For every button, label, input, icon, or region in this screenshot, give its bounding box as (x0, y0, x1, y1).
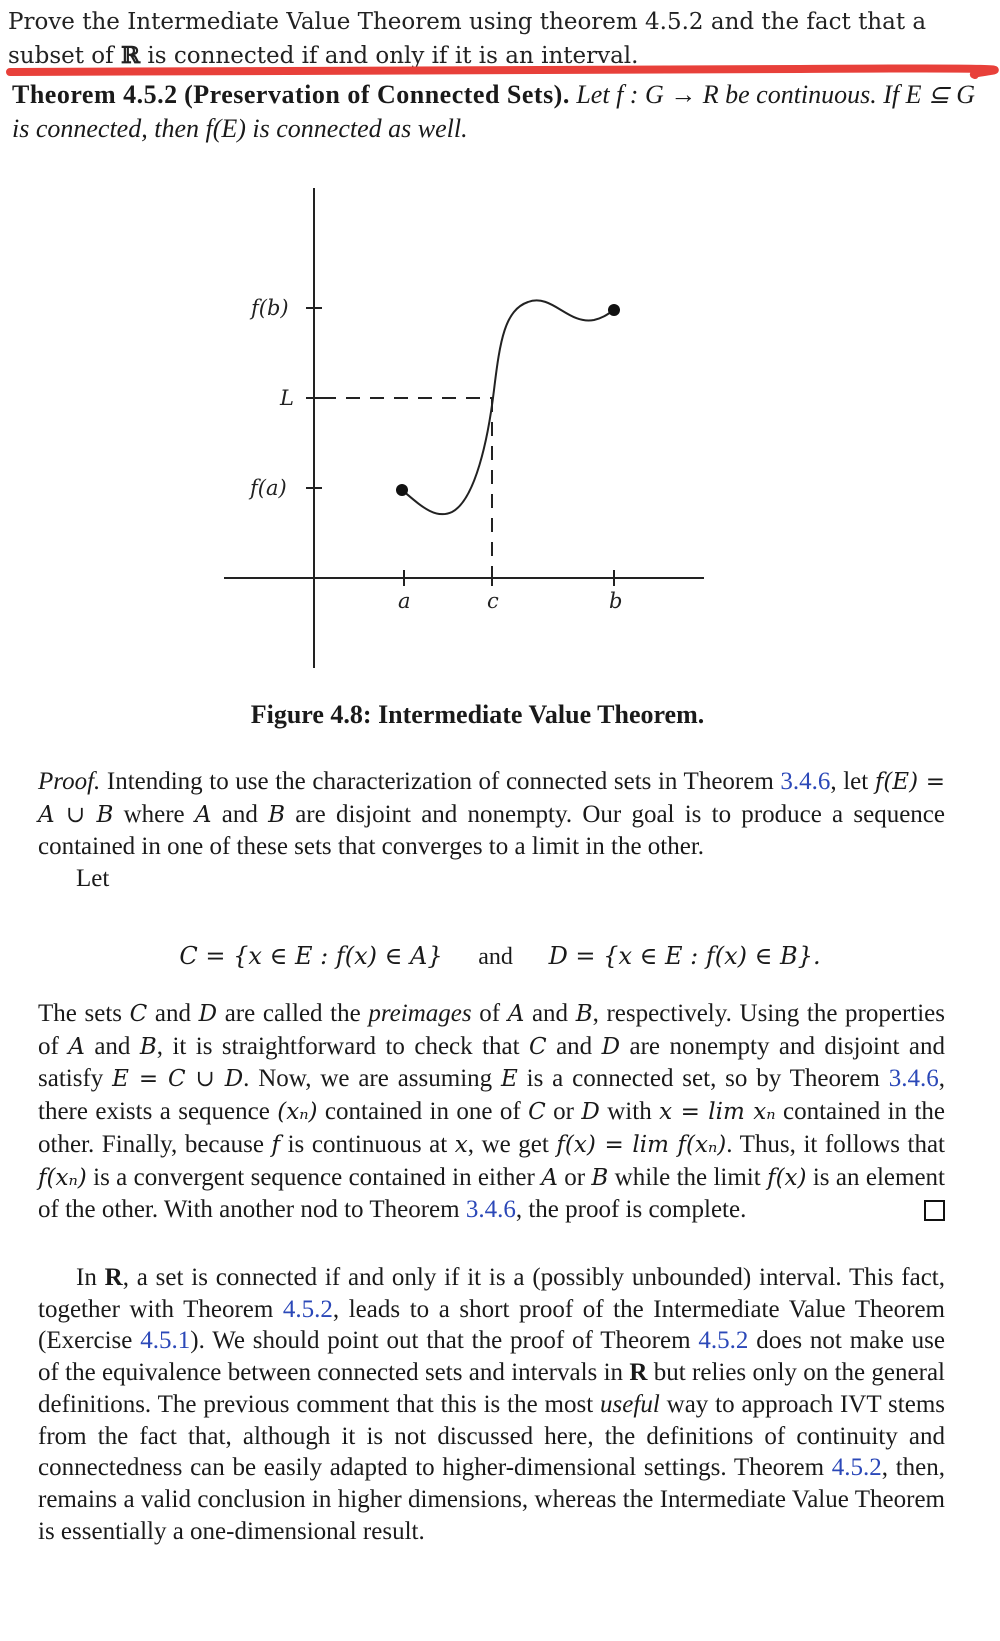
math-symbol: B (139, 1033, 157, 1060)
proof-text: , let (830, 768, 875, 795)
math-expression: x = lim xₙ (659, 1099, 776, 1126)
label-b: b (609, 589, 623, 613)
theorem-link[interactable]: 4.5.2 (698, 1327, 749, 1355)
proof-text: or (557, 1163, 592, 1191)
proof-text: , there exists a sequence (38, 1065, 945, 1126)
proof-paragraph-1 (38, 766, 945, 895)
proof-text: are called the (217, 1000, 369, 1027)
set-D-definition: D = {x ∈ E : f(x) ∈ B}. (548, 942, 821, 970)
proof-text: and (546, 1032, 602, 1060)
proof-text: with (599, 1098, 660, 1126)
proof-text: . Now, we are assuming (243, 1065, 501, 1093)
proof-text: contained in the other. Finally, because (38, 1098, 946, 1158)
proof-text: or (545, 1098, 582, 1126)
display-equation (0, 942, 1000, 971)
figure-caption: Figure 4.8: Intermediate Value Theorem. (250, 700, 705, 729)
function-curve (402, 300, 614, 514)
theorem-label: Theorem 4.5.2 (12, 80, 178, 109)
remark-text: In (76, 1264, 105, 1291)
math-symbol: E (501, 1066, 518, 1093)
endpoint-a (396, 484, 408, 496)
math-expression: f(xₙ) (38, 1164, 87, 1191)
reals-symbol: R (104, 1264, 123, 1291)
proof-text: , the proof is complete. (515, 1196, 747, 1224)
proof-text: is continuous at (280, 1130, 455, 1158)
math-symbol: A (507, 1001, 525, 1027)
proof-text: and (524, 1000, 576, 1027)
proof-text: , respectively. Using the properties of (38, 1000, 946, 1060)
emphasis: preimages (368, 1000, 472, 1027)
math-symbol: C (528, 1099, 546, 1126)
reals-symbol: ℝ (120, 42, 141, 69)
math-symbol: C (529, 1033, 547, 1060)
math-symbol: A (194, 801, 212, 828)
proof-text: where (113, 800, 195, 828)
question-part-2: is connected if and only if it is an interval. (140, 43, 639, 69)
label-fb: f(b) (251, 296, 289, 320)
theorem-link[interactable]: 3.4.6 (780, 768, 831, 795)
math-symbol: C (129, 1001, 148, 1027)
math-symbol: D (198, 1001, 218, 1027)
proof-text: . Thus, it follows that (726, 1130, 945, 1158)
display-and: and (478, 944, 513, 970)
math-symbol: B (591, 1164, 609, 1191)
ivt-figure (0, 180, 1000, 700)
proof-text: contained in one of (317, 1098, 529, 1126)
label-fa: f(a) (250, 476, 287, 500)
math-symbol: B (575, 1001, 593, 1027)
math-expression: (xₙ) (277, 1099, 318, 1126)
proof-text: Intending to use the characterization of connected sets in Theorem (100, 768, 781, 795)
emphasis: useful (600, 1390, 660, 1418)
theorem-link[interactable]: 4.5.2 (282, 1295, 333, 1323)
remark-text: but relies only on the general definitions. The previous comment that this is the most (38, 1359, 945, 1418)
proof-text: is a convergent sequence contained in either (86, 1163, 542, 1191)
question-part-1: Prove the Intermediate Value Theorem using theorem 4.5.2 and the fact that a subset of (8, 9, 927, 69)
proof-text: while the limit (608, 1163, 768, 1191)
set-C-definition: C = {x ∈ E : f(x) ∈ A} (179, 942, 443, 970)
math-symbol: A (68, 1033, 85, 1060)
math-symbol: A (541, 1164, 558, 1191)
label-L: L (280, 386, 294, 410)
math-expression: f(x) = lim f(xₙ) (556, 1131, 727, 1158)
theorem-link[interactable]: 3.4.6 (465, 1196, 516, 1224)
theorem-link[interactable]: 4.5.2 (831, 1454, 882, 1482)
math-symbol: f (271, 1131, 281, 1158)
label-c: c (487, 589, 499, 613)
theorem-body: Let f : G → R be continuous. If E ⊆ G is connected, then f(E) is connected as well. (12, 80, 976, 143)
proof-text: , we get (467, 1130, 557, 1158)
proof-text: are disjoint and nonempty. Our goal is to produce a sequence contained in one of these sets that converges to a limit in the other. (38, 800, 945, 861)
remark-text: ). We should point out that the proof of Theorem (190, 1327, 699, 1355)
proof-paragraph-2 (38, 998, 945, 1226)
math-symbol: D (601, 1033, 621, 1060)
math-symbol: B (268, 801, 285, 828)
theorem-name: (Preservation of Connected Sets). (184, 80, 570, 109)
math-symbol: D (581, 1099, 600, 1126)
proof-text: is an element of the other. With another nod to Theorem (38, 1163, 945, 1224)
remark-text: way to approach IVT stems from the fact that, although it is not discussed here, the definitions of continuity and connectedness can be easily adapted to higher-dimensional settings. Theorem (38, 1390, 945, 1482)
math-expression: f(E) = A ∪ B (38, 769, 945, 828)
proof-text: The sets (38, 1000, 130, 1027)
proof-text: of (471, 1000, 508, 1027)
math-symbol: x (454, 1131, 468, 1158)
remark-text: does not make use of the equivalence between connected sets and intervals in (38, 1327, 946, 1387)
remark-text: , then, remains a valid conclusion in higher dimensions, whereas the Intermediate Value Theorem is essentially a one-dimensional result. (38, 1454, 945, 1545)
theorem-link[interactable]: 3.4.6 (888, 1065, 939, 1093)
proof-text: and (147, 1000, 199, 1027)
proof-text: and (84, 1032, 140, 1060)
proof-text: Let (76, 865, 110, 893)
endpoint-b (608, 304, 620, 316)
qed-square-icon (924, 1200, 945, 1221)
reals-symbol: R (629, 1359, 648, 1387)
proof-text: are nonempty and disjoint and satisfy (38, 1032, 945, 1093)
proof-label: Proof. (38, 768, 101, 795)
remark-paragraph (38, 1262, 945, 1547)
exercise-link[interactable]: 4.5.1 (140, 1327, 191, 1355)
math-expression: E = C ∪ D (112, 1066, 244, 1093)
label-a: a (398, 589, 411, 613)
remark-text: , leads to a short proof of the Intermediate Value Theorem (Exercise (38, 1295, 946, 1355)
proof-text: , it is straightforward to check that (156, 1032, 530, 1060)
proof-text: is a connected set, so by Theorem (517, 1065, 889, 1093)
theorem-statement (12, 78, 992, 146)
math-expression: f(x) (767, 1164, 807, 1191)
proof-text: and (211, 800, 269, 828)
remark-text: , a set is connected if and only if it is a (possibly unbounded) interval. This fact, together with Theorem (38, 1264, 945, 1323)
